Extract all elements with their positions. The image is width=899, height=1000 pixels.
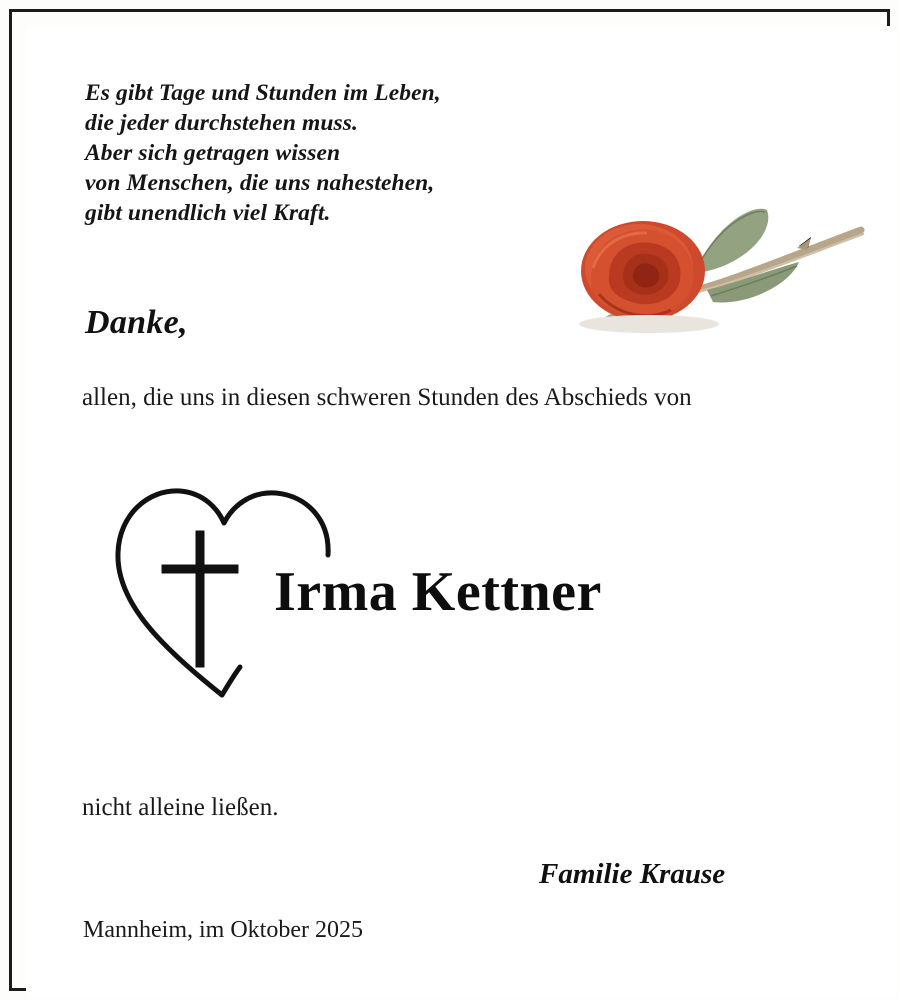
poem-line-3: Aber sich getragen wissen bbox=[85, 140, 341, 166]
family-signature: Familie Krause bbox=[539, 858, 726, 890]
poem-line-1: Es gibt Tage und Stunden im Leben, bbox=[85, 80, 441, 106]
poem-block bbox=[85, 78, 555, 228]
place-and-date: Mannheim, im Oktober 2025 bbox=[83, 917, 363, 943]
intro-text: allen, die uns in diesen schweren Stunden des Abschieds von bbox=[82, 384, 692, 411]
poem-line-2: die jeder durchstehen muss. bbox=[85, 110, 358, 136]
deceased-name: Irma Kettner bbox=[274, 561, 602, 623]
notice-border-frame bbox=[9, 9, 890, 991]
thanks-heading: Danke, bbox=[85, 304, 188, 341]
poem-line-4: von Menschen, die uns nahestehen, bbox=[85, 170, 435, 196]
red-rose-photo bbox=[531, 186, 891, 346]
closing-text: nicht alleine ließen. bbox=[82, 794, 279, 821]
poem-line-5: gibt unendlich viel Kraft. bbox=[85, 200, 331, 226]
notice-inner-area bbox=[26, 26, 897, 998]
